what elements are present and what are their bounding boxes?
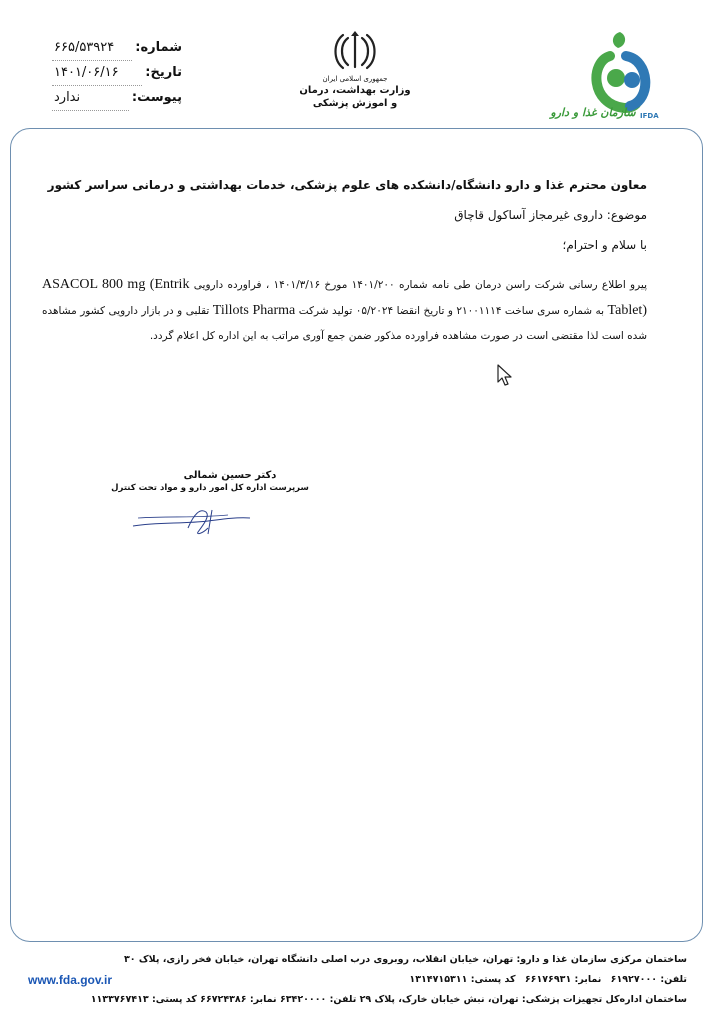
signature-block bbox=[100, 470, 320, 493]
attachment-row bbox=[52, 86, 182, 111]
footer-address-main: ساختمان مرکزی سازمان غذا و دارو: تهران، خیابان انقلاب، روبروی درب اصلی دانشگاه تهران، خیابان فخر رازی، پلاک ۳۰ bbox=[123, 954, 687, 965]
date-label: تاریخ: bbox=[145, 65, 182, 80]
signatory-name: دکتر حسین شمالی bbox=[183, 470, 277, 481]
letter-meta-block bbox=[52, 36, 182, 111]
letter-body bbox=[42, 178, 647, 360]
handwritten-signature-icon bbox=[128, 488, 258, 538]
ifda-logo-caption: سازمان غذا و دارو bbox=[550, 106, 636, 119]
footer-fax: نمابر: ۶۶۱۷۶۹۳۱ bbox=[524, 974, 602, 985]
number-value: ۶۶۵/۵۳۹۲۴ bbox=[52, 36, 132, 61]
subject-row bbox=[42, 208, 647, 222]
date-value: ۱۴۰۱/۰۶/۱۶ bbox=[52, 61, 142, 86]
number-label: شماره: bbox=[135, 40, 182, 55]
footer-address-equipment: ساختمان اداره‌کل تجهیزات پزشکی: تهران، نبش خیابان خارک، پلاک ۲۹ تلفن: ۶۳۴۲۰۰۰۰ نمابر: ۶۶۷۲۴۳۸۶ کد پستی: ۱۱۳۳۷۶۷۴۱۳ bbox=[90, 994, 687, 1005]
subject-value: داروی غیرمجاز آساکول قاچاق bbox=[454, 208, 603, 222]
signatory-title: سرپرست اداره کل امور دارو و مواد تحت کنترل bbox=[111, 483, 309, 493]
product-name: ASACOL 800 mg (Entrik Tablet) bbox=[42, 277, 647, 318]
attachment-value: ندارد bbox=[52, 86, 129, 111]
manufacturer-name: Tillots Pharma bbox=[212, 303, 296, 318]
date-row bbox=[52, 61, 182, 86]
ministry-emblem-block bbox=[290, 30, 420, 110]
footer-phone: تلفن: ۶۱۹۲۷۰۰۰ bbox=[610, 974, 687, 985]
mouse-cursor-icon bbox=[497, 364, 513, 388]
attachment-label: پیوست: bbox=[131, 90, 182, 105]
body-text-2: به شماره سری ساخت ۲۱۰۰۱۱۱۴ و تاریخ انقضا ۰۵/۲۰۲۴ تولید شرکت bbox=[298, 305, 605, 317]
body-text-3: تقلبی و در بازار دارویی کشور مشاهده شده است لذا مقتضی است در صورت مشاهده فراورده مذکور ضمن جمع آوری مراتب به این اداره کل اعلام گردد. bbox=[42, 305, 647, 342]
ifda-logo-abbr: IFDA bbox=[640, 112, 659, 120]
subject-label: موضوع: bbox=[606, 208, 647, 222]
addressee: معاون محترم غذا و دارو دانشگاه/دانشکده های علوم پزشکی، خدمات بهداشتی و درمانی سراسر کشور bbox=[47, 178, 647, 192]
footer-postal-code: کد پستی: ۱۳۱۴۷۱۵۳۱۱ bbox=[409, 974, 516, 985]
greeting: با سلام و احترام؛ bbox=[562, 238, 647, 252]
ministry-line-1: وزارت بهداشت، درمان bbox=[299, 85, 411, 96]
iran-emblem-icon bbox=[332, 30, 378, 70]
emblem-country-text: جمهوری اسلامی ایران bbox=[322, 75, 388, 83]
footer-contact-row bbox=[28, 970, 687, 990]
website-link[interactable]: www.fda.gov.ir bbox=[28, 973, 113, 987]
ministry-line-2: و اموزش پزشکی bbox=[312, 98, 398, 109]
footer-contacts bbox=[403, 970, 687, 990]
body-text-1: پیرو اطلاع رسانی شرکت راسن درمان طی نامه شماره ۱۴۰۱/۲۰۰ مورخ ۱۴۰۱/۳/۱۶ ، فراورده دارویی bbox=[193, 279, 647, 291]
body-paragraph bbox=[42, 272, 647, 349]
number-row bbox=[52, 36, 182, 61]
footer bbox=[28, 950, 687, 1010]
ifda-logo bbox=[548, 26, 688, 126]
